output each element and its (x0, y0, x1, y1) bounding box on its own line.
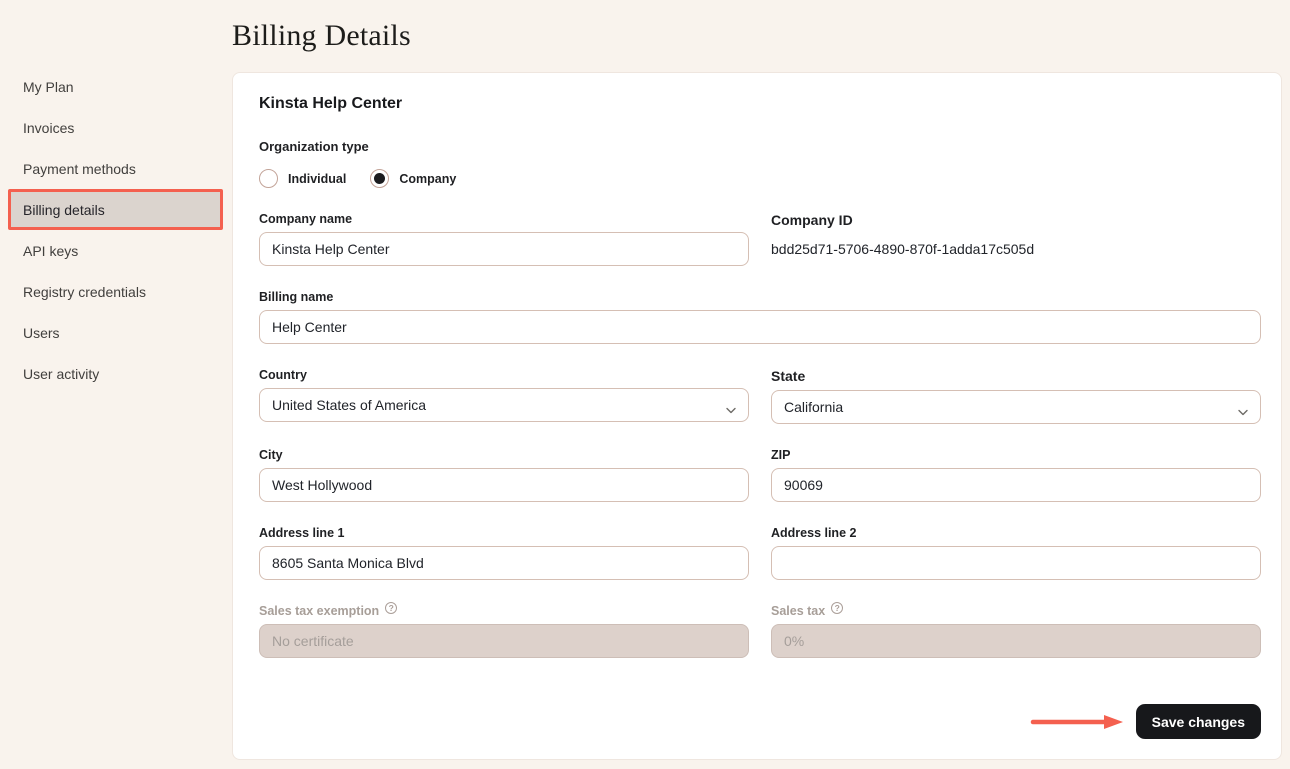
address-line-1-input[interactable] (259, 546, 749, 580)
sales-tax-input (771, 624, 1261, 658)
billing-details-card (232, 72, 1282, 760)
state-select[interactable] (771, 390, 1261, 424)
sidebar-item-payment-methods[interactable]: Payment methods (23, 160, 136, 177)
sales-tax-exemption-label-text: Sales tax exemption (259, 604, 380, 618)
city-label: City (259, 448, 283, 462)
sidebar-item-users[interactable]: Users (23, 324, 60, 341)
company-id-group (771, 212, 1261, 266)
page-title: Billing Details (232, 19, 411, 52)
sidebar-item-invoices[interactable]: Invoices (23, 119, 75, 136)
save-changes-button[interactable]: Save changes (1136, 704, 1261, 739)
organization-type-radio-group (259, 169, 1261, 188)
state-label: State (771, 368, 806, 384)
help-icon[interactable]: ? (385, 602, 397, 614)
sales-tax-exemption-label (259, 604, 749, 618)
address-line-1-label: Address line 1 (259, 526, 345, 540)
actions-row (259, 704, 1261, 739)
billing-name-label: Billing name (259, 290, 334, 304)
radio-individual-label: Individual (288, 171, 347, 186)
sidebar-item-my-plan[interactable]: My Plan (23, 78, 74, 95)
country-field-group (259, 368, 749, 424)
city-field-group (259, 448, 749, 502)
address-line-2-label: Address line 2 (771, 526, 857, 540)
company-heading: Kinsta Help Center (259, 95, 403, 112)
chevron-down-icon (1238, 403, 1248, 419)
address-line-1-field-group (259, 526, 749, 580)
country-label: Country (259, 368, 307, 382)
help-icon[interactable]: ? (831, 602, 843, 614)
city-input[interactable] (259, 468, 749, 502)
company-name-label: Company name (259, 212, 353, 226)
organization-type-label: Organization type (259, 139, 369, 154)
billing-name-input[interactable] (259, 310, 1261, 344)
sidebar-item-billing-details[interactable]: Billing details (8, 189, 223, 230)
sales-tax-exemption-input (259, 624, 749, 658)
address-line-2-input[interactable] (771, 546, 1261, 580)
country-value: United States of America (272, 397, 427, 413)
zip-label: ZIP (771, 448, 791, 462)
sidebar-item-user-activity[interactable]: User activity (23, 365, 100, 382)
state-value: California (784, 399, 844, 415)
company-name-field-group (259, 212, 749, 266)
sales-tax-label (771, 604, 1261, 618)
state-field-group (771, 368, 1261, 424)
radio-company-label: Company (399, 171, 457, 186)
sidebar-item-api-keys[interactable]: API keys (23, 242, 79, 259)
sales-tax-field-group (771, 604, 1261, 658)
zip-input[interactable] (771, 468, 1261, 502)
zip-field-group (771, 448, 1261, 502)
sidebar-item-registry-credentials[interactable]: Registry credentials (23, 283, 146, 300)
sales-tax-exemption-field-group (259, 604, 749, 658)
company-name-input[interactable] (259, 232, 749, 266)
company-id-value: bdd25d71-5706-4890-870f-1adda17c505d (771, 241, 1035, 257)
annotation-arrow-icon (1030, 713, 1126, 731)
address-line-2-field-group (771, 526, 1261, 580)
radio-individual-circle-icon (259, 169, 278, 188)
company-id-label: Company ID (771, 212, 853, 228)
radio-company[interactable] (370, 169, 456, 188)
sidebar (0, 0, 232, 769)
billing-name-field-group (259, 290, 1261, 344)
chevron-down-icon (726, 401, 736, 417)
main-content (232, 0, 1290, 769)
radio-company-circle-icon (370, 169, 389, 188)
country-select[interactable] (259, 388, 749, 422)
sales-tax-label-text: Sales tax (771, 604, 826, 618)
radio-individual[interactable] (259, 169, 346, 188)
